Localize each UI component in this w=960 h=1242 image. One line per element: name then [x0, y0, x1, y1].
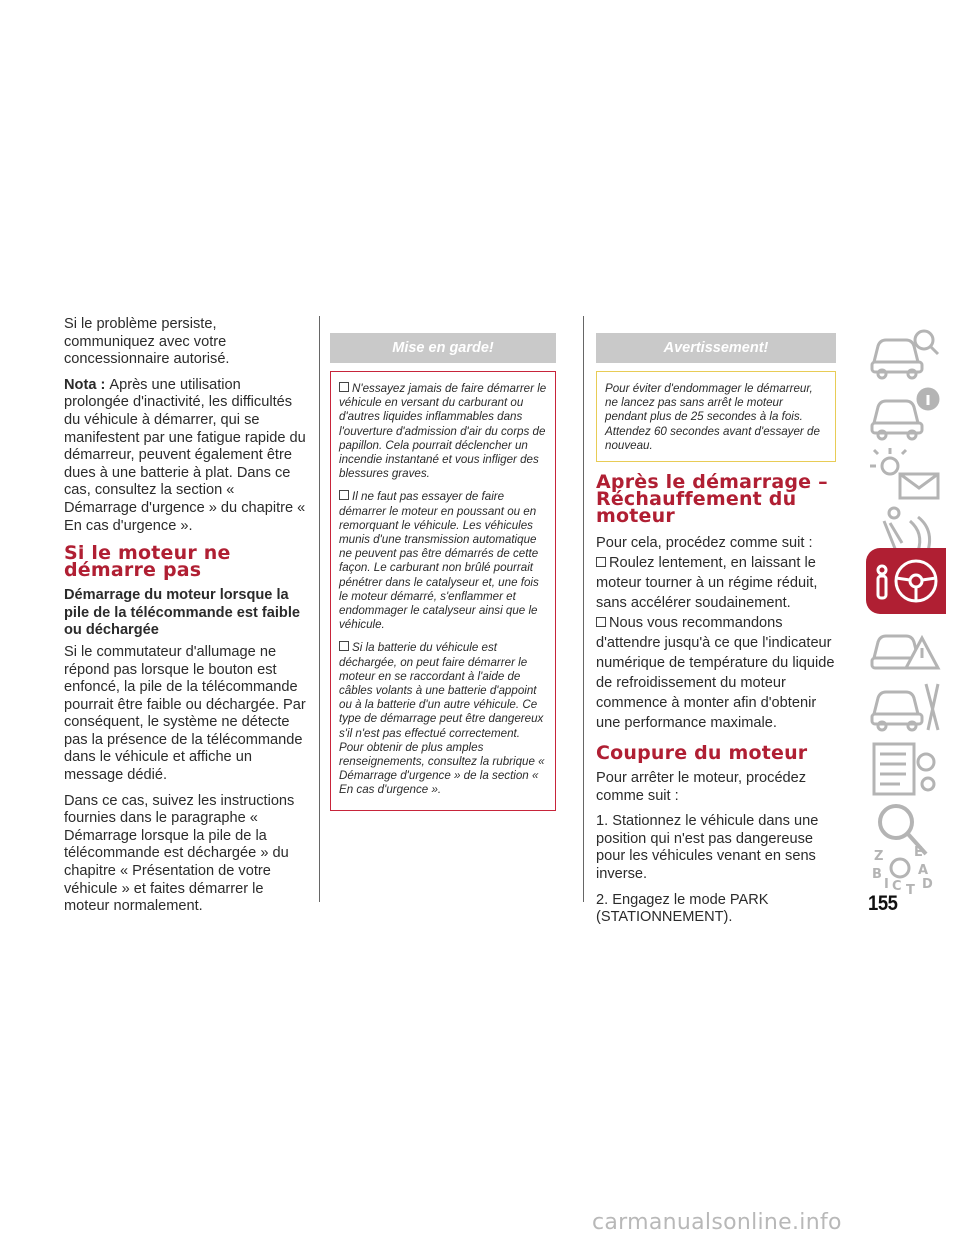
step-item: 2. Engagez le mode PARK (STATIONNEMENT).: [596, 891, 769, 926]
watermark: carmanualsonline.info: [592, 1210, 842, 1235]
column-middle: [330, 333, 556, 811]
svg-text:A: A: [918, 863, 929, 878]
car-search-icon[interactable]: [866, 318, 946, 384]
car-info-icon[interactable]: [866, 379, 946, 445]
note-label: Nota :: [64, 376, 106, 393]
svg-text:C: C: [892, 879, 902, 894]
svg-text:D: D: [922, 877, 933, 892]
column-right: [596, 333, 836, 935]
section-heading-engine-not-starting: Si le moteur ne démarre pas: [64, 542, 231, 582]
warning-item: Il ne faut pas essayer de faire démarrer le moteur en poussant ou en remorquant le véhicule. Les véhicules munis d'une transmission automatique ne peuvent pas être démarrés de cette façon. Le carburant non brûlé pourrait pénétrer dans le catalyseur et, une fois le moteur démarré, s'enflammer et endommager le catalyseur ainsi que le véhicule.: [339, 490, 539, 632]
warning-lights-icon[interactable]: [866, 440, 946, 506]
svg-text:B: B: [872, 867, 882, 882]
svg-text:I: I: [884, 877, 889, 892]
checkbox-square-icon: [596, 557, 606, 567]
checkbox-square-icon: [339, 382, 349, 392]
intro-paragraph: Si le problème persiste, communiquez avec votre concessionnaire autorisé.: [64, 316, 230, 368]
note-text: Après une utilisation prolongée d'inactivité, les difficultés du véhicule à démarrer, qui se manifestent par une fatigue rapide du démarreur, peuvent également être dues à une batterie à plat. Dans ce cas, consultez la section « Démarrage d'urgence » du chapitre « En cas d'urgence ».: [64, 376, 306, 534]
car-tools-icon[interactable]: [866, 674, 946, 740]
warm-up-intro: Pour cela, procédez comme suit :: [596, 535, 813, 552]
settings-list-icon[interactable]: [866, 736, 946, 802]
svg-text:Z: Z: [874, 849, 884, 864]
note-paragraph: [64, 377, 308, 535]
paragraph-ignition: Si le commutateur d'allumage ne répond pas lorsque le bouton est enfoncé, la pile de la télécommande pourrait être faible ou déchargée. Par conséquent, le système ne détecte pas la présence de la télécommande dans le véhicule et affiche un message dédié.: [64, 643, 306, 784]
section-heading-engine-off: Coupure du moteur: [596, 742, 808, 765]
warning-box: [330, 371, 556, 811]
engine-off-intro: Pour arrêter le moteur, procédez comme suit :: [596, 770, 807, 804]
subheading-key-fob-battery: Démarrage du moteur lorsque la pile de la télécommande est faible ou déchargée: [64, 587, 301, 639]
notice-box: [596, 371, 836, 462]
column-divider: [319, 316, 320, 902]
step-item: 1. Stationnez le véhicule dans une position qui n'est pas dangereuse pour les véhicules venant en sens inverse.: [596, 813, 819, 882]
svg-text:T: T: [906, 883, 915, 898]
checkbox-square-icon: [339, 490, 349, 500]
car-breakdown-icon[interactable]: [866, 612, 946, 678]
checkbox-square-icon: [596, 617, 606, 627]
paragraph-instructions: Dans ce cas, suivez les instructions fournies dans le paragraphe « Démarrage lorsque la pile de la télécommande est déchargée » du chapitre « Présentation de votre véhicule » et faites démarrer le moteur normalement.: [64, 792, 295, 915]
alphabet-index-icon[interactable]: [866, 834, 946, 900]
key-steering-wheel-icon[interactable]: [866, 548, 946, 614]
column-left: [64, 316, 308, 924]
page-number: 155: [868, 892, 898, 915]
bullet-item: Roulez lentement, en laissant le moteur tourner à un régime réduit, sans accélérer soudainement.: [596, 555, 818, 612]
warning-box-title: Mise en garde!: [330, 333, 556, 363]
notice-box-title: Avertissement!: [596, 333, 836, 363]
column-divider: [583, 316, 584, 902]
svg-text:E: E: [914, 845, 923, 860]
checkbox-square-icon: [339, 641, 349, 651]
section-heading-warm-up: Après le démarrage – Réchauffement du moteur: [596, 471, 828, 528]
bullet-item: Nous vous recommandons d'attendre jusqu'à ce que l'indicateur numérique de température du liquide de refroidissement du moteur commence à monter afin d'obtenir une performance maximale.: [596, 615, 835, 732]
notice-text: Pour éviter d'endommager le démarreur, ne lancez pas sans arrêt le moteur pendant plus de 25 secondes à la fois. Attendez 60 secondes avant d'essayer de nouveau.: [605, 382, 820, 452]
warning-item: N'essayez jamais de faire démarrer le véhicule en versant du carburant ou d'autres liquides inflammables dans l'ouverture d'admission d'air du corps de papillon. Cela pourrait déclencher un incendie instantané et vous infliger des blessures graves.: [339, 382, 547, 481]
warning-item: Si la batterie du véhicule est déchargée, on peut faire démarrer le moteur en se raccordant à l'aide de câbles volants à une batterie d'appoint ou à la batterie d'un autre véhicule. Ce type de démarrage peut être dangereux s'il n'est pas effectué correctement. Pour obtenir de plus amples renseignements, consultez la rubrique « Démarrage d'urgence » de la section « En cas d'urgence ».: [339, 641, 545, 797]
